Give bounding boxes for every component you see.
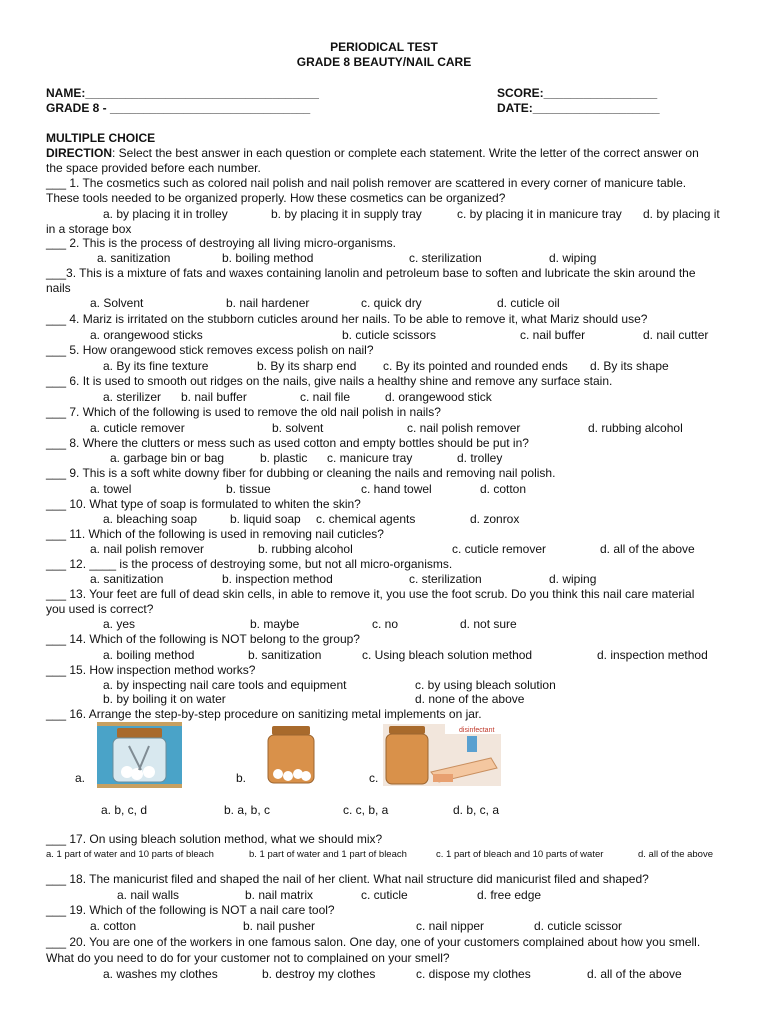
direction-text-2: the space provided before each number.	[46, 161, 261, 175]
q13-option-b[interactable]: b. maybe	[250, 617, 300, 631]
question-5: ___ 5. How orangewood stick removes excess polish on nail?	[46, 343, 374, 357]
q20-option-d[interactable]: d. all of the above	[587, 967, 682, 981]
q17-option-c[interactable]: c. 1 part of bleach and 10 parts of water	[436, 849, 604, 860]
q4-option-b[interactable]: b. cuticle scissors	[342, 328, 437, 342]
q3-option-c[interactable]: c. quick dry	[361, 296, 422, 310]
q13-option-d[interactable]: d. not sure	[460, 617, 517, 631]
q16-image-label-c: c.	[369, 771, 379, 785]
question-1: ___ 1. The cosmetics such as colored nail polish and nail polish remover are scattered in every corner of manicure table.	[46, 176, 687, 190]
q2-option-b[interactable]: b. boiling method	[222, 251, 314, 265]
q12-option-b[interactable]: b. inspection method	[222, 572, 333, 586]
q20-option-c[interactable]: c. dispose my clothes	[416, 967, 531, 981]
jar-image-a[interactable]	[97, 722, 182, 788]
q11-option-d[interactable]: d. all of the above	[600, 542, 695, 556]
score-field[interactable]: SCORE:_________________	[497, 86, 658, 100]
q7-option-c[interactable]: c. nail polish remover	[407, 421, 521, 435]
question-16: ___ 16. Arrange the step-by-step procedure on sanitizing metal implements on jar.	[46, 707, 482, 721]
q18-option-d[interactable]: d. free edge	[477, 888, 542, 902]
q14-option-a[interactable]: a. boiling method	[103, 648, 195, 662]
q8-option-c[interactable]: c. manicure tray	[327, 451, 413, 465]
question-6: ___ 6. It is used to smooth out ridges on the nails, give nails a healthy shine and remove any surface stain.	[46, 374, 613, 388]
q2-option-d[interactable]: d. wiping	[549, 251, 597, 265]
jar-with-cotton-illustration	[260, 724, 322, 786]
jar-image-c[interactable]	[383, 724, 501, 786]
q12-option-c[interactable]: c. sterilization	[409, 572, 482, 586]
q9-option-a[interactable]: a. towel	[90, 482, 132, 496]
question-3-cont: nails	[46, 281, 71, 295]
question-11: ___ 11. Which of the following is used in removing nail cuticles?	[46, 527, 384, 541]
q6-option-d[interactable]: d. orangewood stick	[385, 390, 492, 404]
name-field[interactable]: NAME:___________________________________	[46, 86, 319, 100]
q16-image-label-a: a.	[75, 771, 86, 785]
q13-option-a[interactable]: a. yes	[103, 617, 136, 631]
q16-option-d[interactable]: d. b, c, a	[453, 803, 500, 817]
question-10: ___ 10. What type of soap is formulated to whiten the skin?	[46, 497, 361, 511]
q18-option-c[interactable]: c. cuticle	[361, 888, 408, 902]
direction-label: DIRECTION	[46, 146, 112, 160]
question-4: ___ 4. Mariz is irritated on the stubborn cuticles around her nails. To be able to remove it, what Mariz should use?	[46, 312, 648, 326]
q3-option-a[interactable]: a. Solvent	[90, 296, 144, 310]
q1-option-a[interactable]: a. by placing it in trolley	[103, 207, 228, 221]
question-1-cont: These tools needed to be organized properly. How these cosmetics can be organized?	[46, 191, 506, 205]
question-9: ___ 9. This is a soft white downy fiber for dubbing or cleaning the nails and removing nail polish.	[46, 466, 556, 480]
q18-option-a[interactable]: a. nail walls	[117, 888, 180, 902]
q1-option-d[interactable]: d. by placing it	[643, 207, 720, 221]
q18-option-b[interactable]: b. nail matrix	[245, 888, 314, 902]
q7-option-b[interactable]: b. solvent	[272, 421, 324, 435]
q15-option-d[interactable]: d. none of the above	[415, 692, 525, 706]
question-2: ___ 2. This is the process of destroying all living micro-organisms.	[46, 236, 396, 250]
q20-option-b[interactable]: b. destroy my clothes	[262, 967, 376, 981]
q3-option-b[interactable]: b. nail hardener	[226, 296, 310, 310]
q5-option-b[interactable]: b. By its sharp end	[257, 359, 357, 373]
q12-option-a[interactable]: a. sanitization	[90, 572, 164, 586]
q7-option-d[interactable]: d. rubbing alcohol	[588, 421, 683, 435]
q13-option-c[interactable]: c. no	[372, 617, 399, 631]
q15-option-b[interactable]: b. by boiling it on water	[103, 692, 226, 706]
q14-option-b[interactable]: b. sanitization	[248, 648, 322, 662]
q1-option-d-cont: in a storage box	[46, 222, 132, 236]
q16-option-c[interactable]: c. c, b, a	[343, 803, 389, 817]
jar-with-disinfectant-illustration	[383, 724, 501, 786]
date-field[interactable]: DATE:___________________	[497, 101, 660, 115]
direction-text: : Select the best answer in each question or complete each statement. Write the letter of the correct answer on	[112, 146, 699, 160]
question-14: ___ 14. Which of the following is NOT belong to the group?	[46, 632, 360, 646]
q4-option-d[interactable]: d. nail cutter	[643, 328, 709, 342]
page-title: PERIODICAL TEST	[330, 40, 438, 54]
q3-option-d[interactable]: d. cuticle oil	[497, 296, 560, 310]
question-13: ___ 13. Your feet are full of dead skin cells, in able to remove it, you use the foot scrub. Do you think this nail care material	[46, 587, 695, 601]
q1-option-b[interactable]: b. by placing it in supply tray	[271, 207, 422, 221]
q19-option-d[interactable]: d. cuticle scissor	[534, 919, 623, 933]
q16-image-label-b: b.	[236, 771, 247, 785]
section-heading: MULTIPLE CHOICE	[46, 131, 156, 145]
q10-option-c[interactable]: c. chemical agents	[316, 512, 416, 526]
q19-option-a[interactable]: a. cotton	[90, 919, 137, 933]
q12-option-d[interactable]: d. wiping	[549, 572, 597, 586]
q6-option-b[interactable]: b. nail buffer	[181, 390, 247, 404]
question-18: ___ 18. The manicurist filed and shaped the nail of her client. What nail structure did manicurist filed and shaped?	[46, 872, 649, 886]
q11-option-c[interactable]: c. cuticle remover	[452, 542, 547, 556]
question-20: ___ 20. You are one of the workers in one famous salon. One day, one of your customers complained about how you smell.	[46, 935, 701, 949]
question-8: ___ 8. Where the clutters or mess such as used cotton and empty bottles should be put in?	[46, 436, 529, 450]
q20-option-a[interactable]: a. washes my clothes	[103, 967, 218, 981]
q14-option-d[interactable]: d. inspection method	[597, 648, 708, 662]
q2-option-a[interactable]: a. sanitization	[97, 251, 171, 265]
question-13-cont: you used is correct?	[46, 602, 154, 616]
q9-option-d[interactable]: d. cotton	[480, 482, 527, 496]
q5-option-d[interactable]: d. By its shape	[590, 359, 669, 373]
q11-option-b[interactable]: b. rubbing alcohol	[258, 542, 353, 556]
q2-option-c[interactable]: c. sterilization	[409, 251, 482, 265]
question-12: ___ 12. ____ is the process of destroying some, but not all micro-organisms.	[46, 557, 453, 571]
q11-option-a[interactable]: a. nail polish remover	[90, 542, 205, 556]
q8-option-b[interactable]: b. plastic	[260, 451, 308, 465]
q16-option-b[interactable]: b. a, b, c	[224, 803, 271, 817]
question-7: ___ 7. Which of the following is used to remove the old nail polish in nails?	[46, 405, 441, 419]
jar-with-water-illustration	[97, 722, 182, 788]
q5-option-a[interactable]: a. By its fine texture	[103, 359, 209, 373]
q15-option-a[interactable]: a. by inspecting nail care tools and equipment	[103, 678, 347, 692]
q10-option-a[interactable]: a. bleaching soap	[103, 512, 198, 526]
direction-line	[46, 146, 699, 161]
q8-option-d[interactable]: d. trolley	[457, 451, 503, 465]
q9-option-b[interactable]: b. tissue	[226, 482, 271, 496]
question-19: ___ 19. Which of the following is NOT a nail care tool?	[46, 903, 335, 917]
q1-option-c[interactable]: c. by placing it in manicure tray	[457, 207, 622, 221]
q17-option-a[interactable]: a. 1 part of water and 10 parts of bleach	[46, 849, 214, 860]
q6-option-a[interactable]: a. sterilizer	[103, 390, 162, 404]
grade-field[interactable]: GRADE 8 - ______________________________	[46, 101, 311, 115]
question-15: ___ 15. How inspection method works?	[46, 663, 256, 677]
q16-option-a[interactable]: a. b, c, d	[101, 803, 148, 817]
q9-option-c[interactable]: c. hand towel	[361, 482, 432, 496]
jar-image-b[interactable]	[260, 724, 322, 786]
disinfectant-label: disinfectant	[459, 727, 495, 734]
question-17: ___ 17. On using bleach solution method, what we should mix?	[46, 832, 383, 846]
q6-option-c[interactable]: c. nail file	[300, 390, 351, 404]
q17-option-d[interactable]: d. all of the above	[638, 849, 713, 860]
q4-option-a[interactable]: a. orangewood sticks	[90, 328, 203, 342]
q5-option-c[interactable]: c. By its pointed and rounded ends	[383, 359, 568, 373]
q15-option-c[interactable]: c. by using bleach solution	[415, 678, 556, 692]
page-subtitle: GRADE 8 BEAUTY/NAIL CARE	[296, 55, 472, 69]
q10-option-d[interactable]: d. zonrox	[470, 512, 520, 526]
q17-option-b[interactable]: b. 1 part of water and 1 part of bleach	[249, 849, 407, 860]
q8-option-a[interactable]: a. garbage bin or bag	[110, 451, 225, 465]
q7-option-a[interactable]: a. cuticle remover	[90, 421, 185, 435]
question-20-cont: What do you need to do for your customer not to complained on your smell?	[46, 951, 450, 965]
q19-option-c[interactable]: c. nail nipper	[416, 919, 485, 933]
q4-option-c[interactable]: c. nail buffer	[520, 328, 586, 342]
q10-option-b[interactable]: b. liquid soap	[230, 512, 301, 526]
q14-option-c[interactable]: c. Using bleach solution method	[362, 648, 533, 662]
question-3: ___3. This is a mixture of fats and waxes containing lanolin and petroleum base to soften and lubricate the skin around the	[46, 266, 696, 280]
q19-option-b[interactable]: b. nail pusher	[243, 919, 316, 933]
